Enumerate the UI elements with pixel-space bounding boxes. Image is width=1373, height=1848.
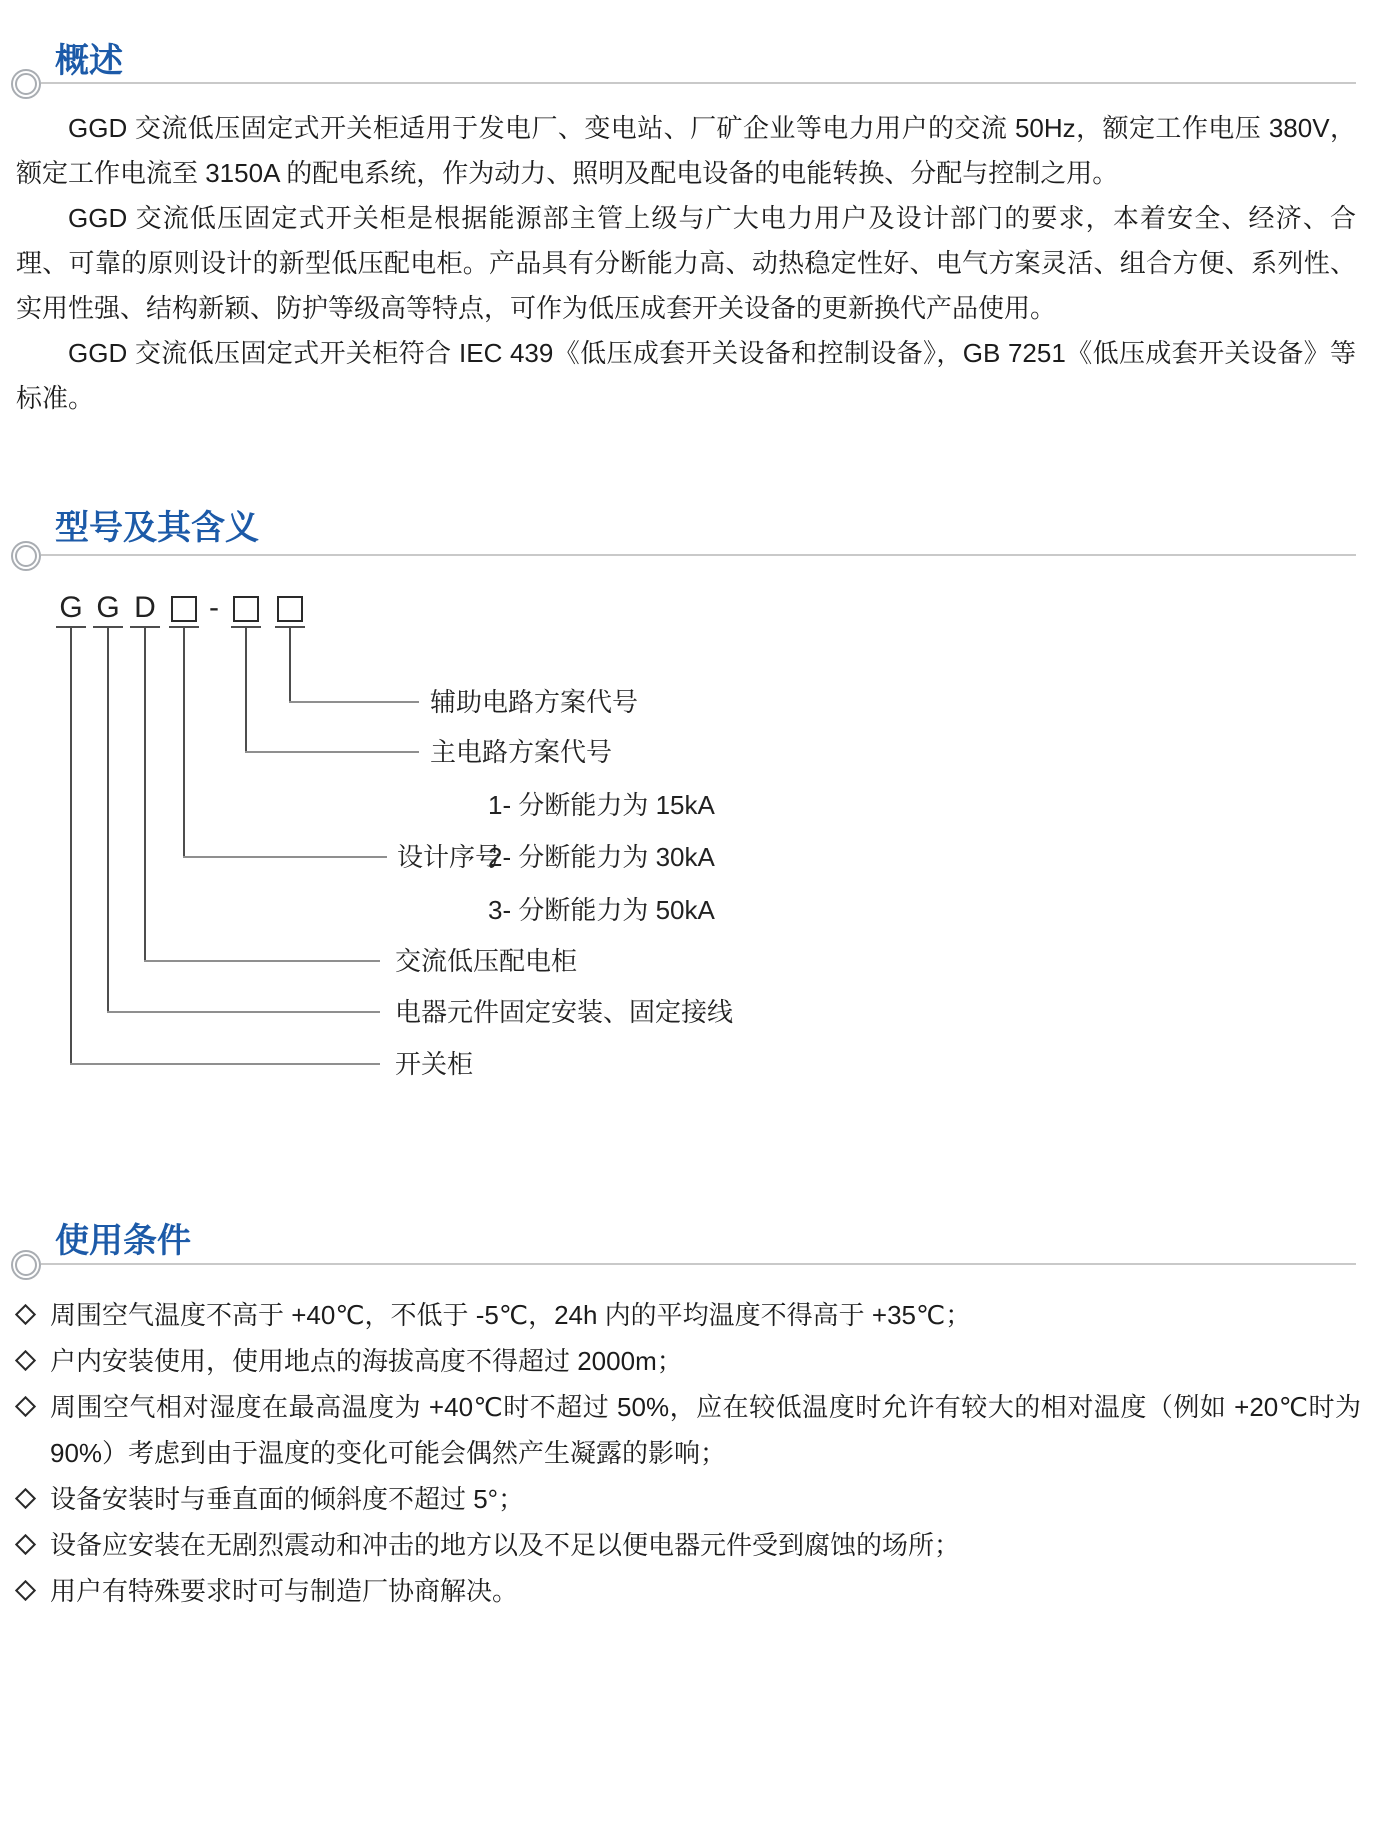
diamond-bullet-icon bbox=[15, 1580, 36, 1601]
model-code-symbol-1: G bbox=[59, 591, 83, 624]
label-switchgear: 开关柜 bbox=[395, 1049, 474, 1079]
label-fixed-mounting: 电器元件固定安装、固定接线 bbox=[395, 997, 734, 1027]
label-design-serial: 设计序号 bbox=[397, 842, 502, 872]
model-code-symbol-3: D bbox=[134, 591, 156, 624]
leader-line bbox=[144, 960, 380, 962]
section-marker-icon bbox=[11, 1250, 41, 1280]
model-code-dash: - bbox=[209, 591, 219, 624]
condition-text: 周围空气相对湿度在最高温度为 +40℃时不超过 50%，应在较低温度时允许有较大的相对温度（例如 +20℃时为 90%）考虑到由于温度的变化可能会偶然产生凝露的影响； bbox=[50, 1392, 1361, 1468]
model-code-symbol-5 bbox=[233, 596, 259, 622]
leader-line bbox=[289, 628, 291, 702]
condition-text: 户内安装使用，使用地点的海拔高度不得超过 2000m； bbox=[50, 1346, 683, 1376]
condition-text: 周围空气温度不高于 +40℃，不低于 -5℃，24h 内的平均温度不得高于 +35℃； bbox=[50, 1300, 972, 1330]
label-aux-circuit-code: 辅助电路方案代号 bbox=[430, 687, 639, 717]
label-breaking-15ka: 1- 分断能力为 15kA bbox=[488, 790, 715, 820]
list-item bbox=[16, 1384, 1361, 1476]
section-divider bbox=[41, 82, 1356, 84]
condition-text: 用户有特殊要求时可与制造厂协商解决。 bbox=[50, 1576, 519, 1606]
model-title: 型号及其含义 bbox=[55, 509, 259, 547]
overview-title: 概述 bbox=[55, 42, 123, 80]
section-divider bbox=[41, 1263, 1356, 1265]
leader-line bbox=[245, 751, 419, 753]
list-item bbox=[16, 1522, 1361, 1568]
diamond-bullet-icon bbox=[15, 1350, 36, 1371]
label-ac-lv-cabinet: 交流低压配电柜 bbox=[395, 946, 578, 976]
leader-line bbox=[183, 856, 387, 858]
section-marker-icon bbox=[11, 69, 41, 99]
condition-text: 设备应安装在无剧烈震动和冲击的地方以及不足以便电器元件受到腐蚀的场所； bbox=[50, 1530, 961, 1560]
label-main-circuit-code: 主电路方案代号 bbox=[430, 737, 613, 767]
list-item bbox=[16, 1338, 1361, 1384]
list-item bbox=[16, 1292, 1361, 1338]
label-breaking-30ka: 2- 分断能力为 30kA bbox=[488, 842, 715, 872]
label-breaking-50ka: 3- 分断能力为 50kA bbox=[488, 895, 715, 925]
leader-line bbox=[70, 628, 72, 1065]
condition-text: 设备安装时与垂直面的倾斜度不超过 5°； bbox=[50, 1484, 525, 1514]
leader-line bbox=[289, 701, 419, 703]
overview-paragraph: GGD 交流低压固定式开关柜适用于发电厂、变电站、厂矿企业等电力用户的交流 50Hz，额定工作电压 380V，额定工作电流至 3150A 的配电系统，作为动力、照明及配电设备的电能转换、分配与控制之用。 bbox=[16, 113, 1356, 188]
diamond-bullet-icon bbox=[15, 1534, 36, 1555]
diamond-bullet-icon bbox=[15, 1396, 36, 1417]
leader-line bbox=[144, 628, 146, 961]
conditions-list bbox=[16, 1292, 1361, 1614]
leader-line bbox=[70, 1063, 380, 1065]
model-code-symbol-6 bbox=[277, 596, 303, 622]
leader-line bbox=[107, 1011, 380, 1013]
model-code-symbol-2: G bbox=[96, 591, 120, 624]
list-item bbox=[16, 1476, 1361, 1522]
leader-line bbox=[245, 628, 247, 752]
conditions-title: 使用条件 bbox=[55, 1222, 191, 1260]
leader-line bbox=[183, 628, 185, 857]
diamond-bullet-icon bbox=[15, 1304, 36, 1325]
section-divider bbox=[41, 554, 1356, 556]
list-item bbox=[16, 1568, 1361, 1614]
overview-paragraph: GGD 交流低压固定式开关柜是根据能源部主管上级与广大电力用户及设计部门的要求，本着安全、经济、合理、可靠的原则设计的新型低压配电柜。产品具有分断能力高、动热稳定性好、电气方案灵活、组合方便、系列性、实用性强、结构新颖、防护等级高等特点，可作为低压成套开关设备的更新换代产品使用。 bbox=[16, 203, 1356, 323]
model-code-symbol-4 bbox=[171, 596, 197, 622]
overview-paragraph: GGD 交流低压固定式开关柜符合 IEC 439《低压成套开关设备和控制设备》，GB 7251《低压成套开关设备》等标准。 bbox=[16, 338, 1356, 413]
diamond-bullet-icon bbox=[15, 1488, 36, 1509]
overview-paragraphs bbox=[16, 106, 1356, 421]
section-marker-icon bbox=[11, 541, 41, 571]
leader-line bbox=[107, 628, 109, 1012]
